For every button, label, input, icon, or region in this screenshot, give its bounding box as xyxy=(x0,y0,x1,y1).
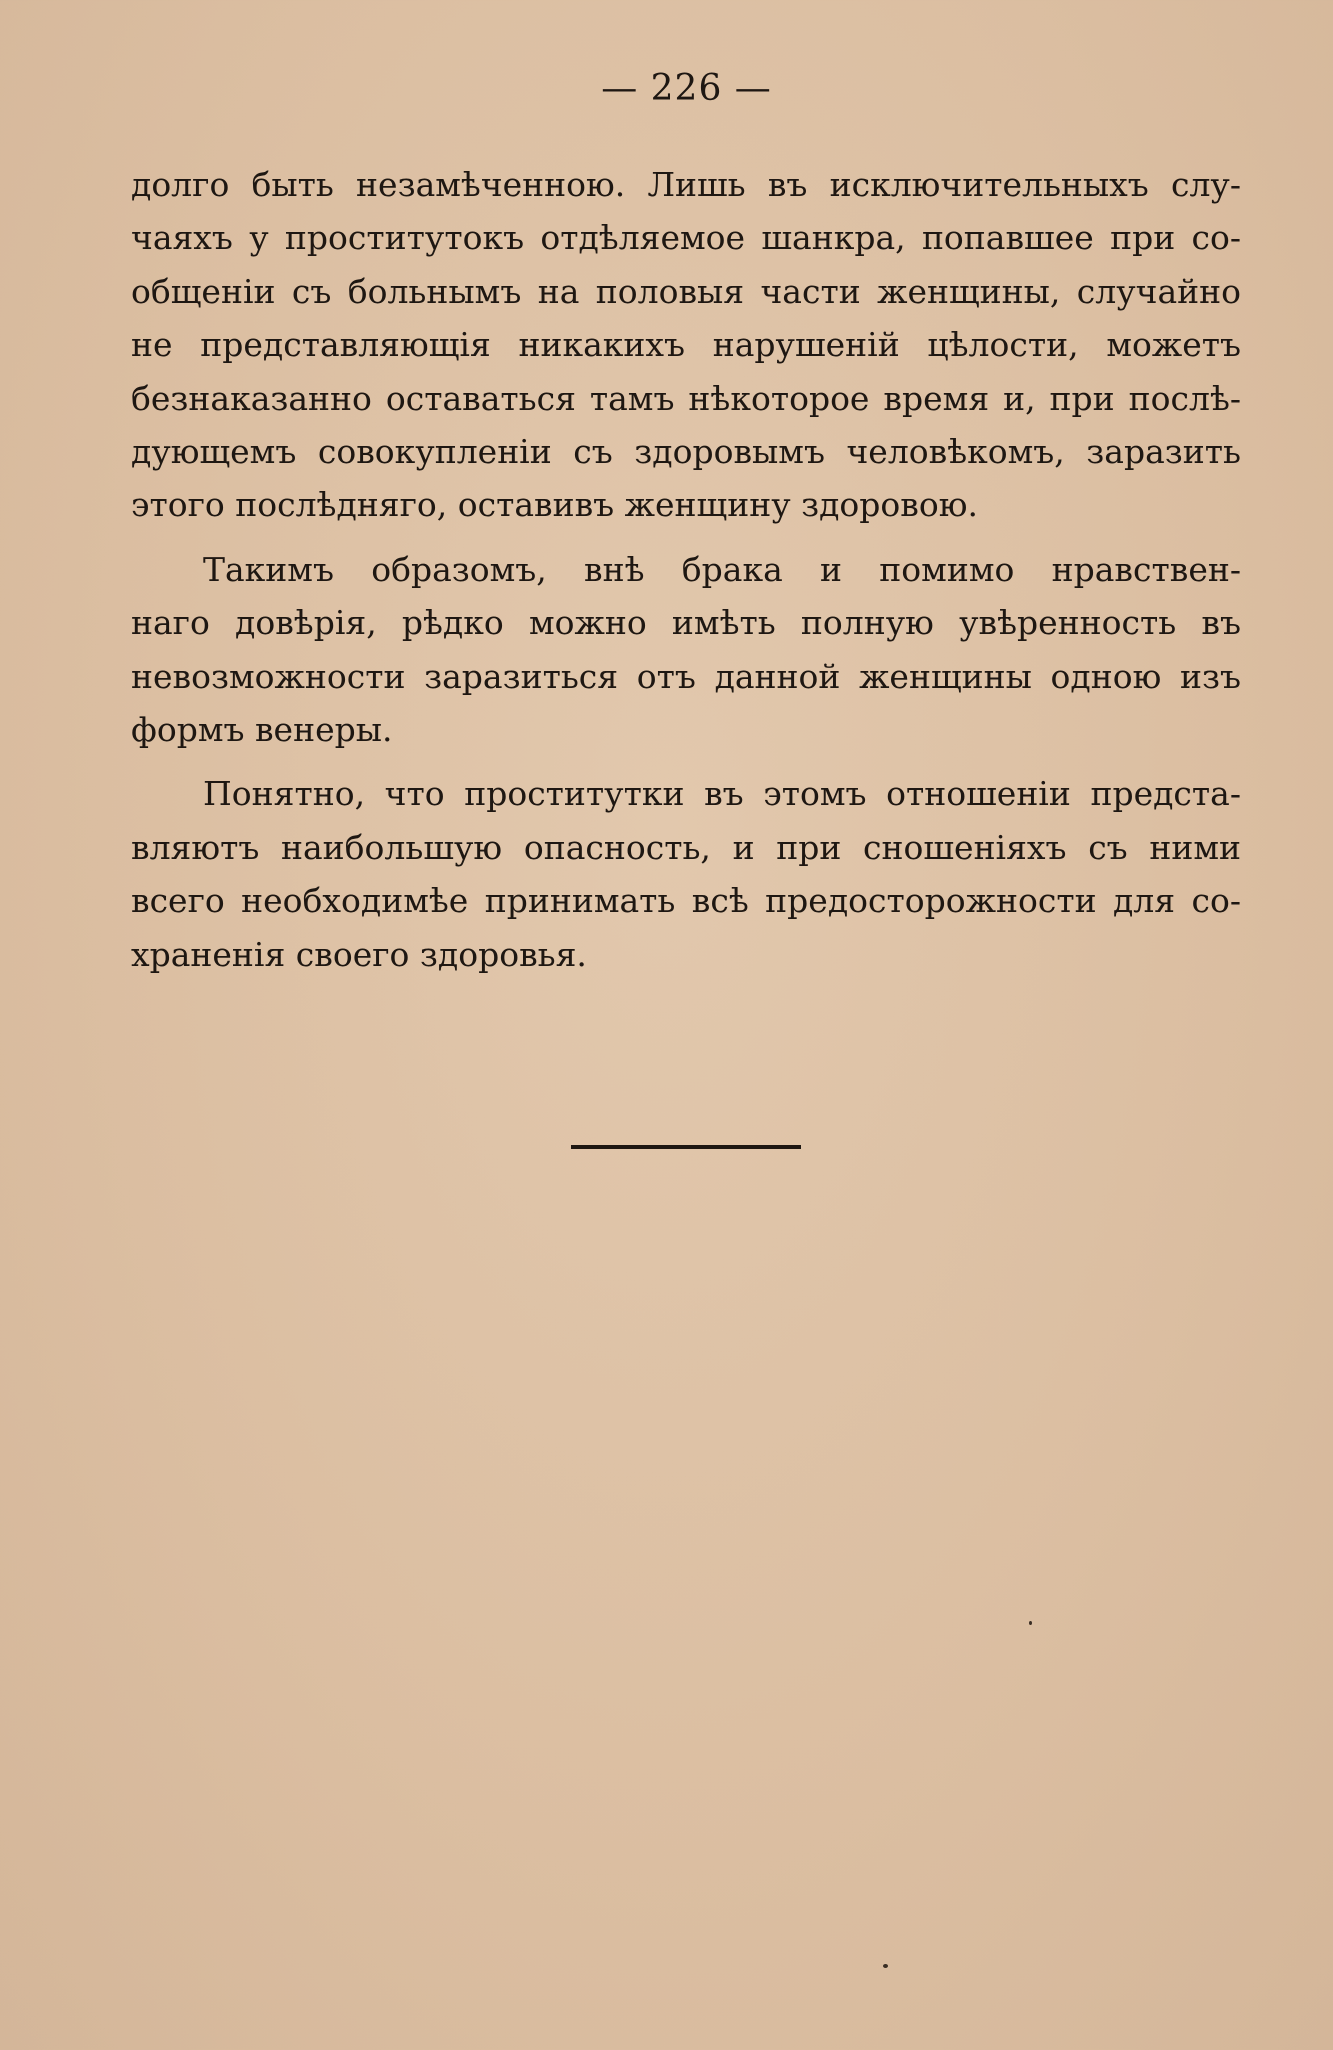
text-line: безнаказанно оставаться тамъ нѣкоторое время и, при послѣ- xyxy=(131,378,1241,418)
paper-speck xyxy=(1029,1621,1032,1625)
text-line: чаяхъ у проститутокъ отдѣляемое шанкра, попавшее при со- xyxy=(131,218,1241,258)
text-line: формъ венеры. xyxy=(131,710,393,750)
text-line: этого послѣдняго, оставивъ женщину здоровою. xyxy=(131,485,978,525)
text-line: всего необходимѣе принимать всѣ предосторожности для со- xyxy=(131,881,1241,921)
text-line: храненія своего здоровья. xyxy=(131,934,587,974)
text-line: не представляющія никакихъ нарушеній цѣлости, можетъ xyxy=(131,325,1241,365)
text-line: Понятно, что проститутки въ этомъ отношеніи предста- xyxy=(203,774,1241,814)
text-line: Такимъ образомъ, внѣ брака и помимо нравствен- xyxy=(203,549,1241,589)
page-number: — 226 — xyxy=(601,68,772,109)
paragraph-1 xyxy=(131,158,1241,532)
text-line: наго довѣрія, рѣдко можно имѣть полную увѣренность въ xyxy=(131,603,1241,643)
text-line: вляютъ наибольшую опасность, и при сношеніяхъ съ ними xyxy=(131,827,1241,867)
text-line: долго быть незамѣченною. Лишь въ исключительныхъ слу- xyxy=(131,165,1241,204)
text-line: дующемъ совокупленіи съ здоровымъ человѣкомъ, заразить xyxy=(131,432,1241,472)
body-text xyxy=(131,158,1241,992)
section-end-rule xyxy=(571,1145,801,1149)
text-line: невозможности заразиться отъ данной женщины одною изъ xyxy=(131,656,1241,696)
paragraph-2 xyxy=(131,543,1241,757)
paragraph-3 xyxy=(131,767,1241,981)
text-line: общеніи съ больнымъ на половыя части женщины, случайно xyxy=(131,271,1241,311)
paper-speck xyxy=(883,1964,888,1968)
